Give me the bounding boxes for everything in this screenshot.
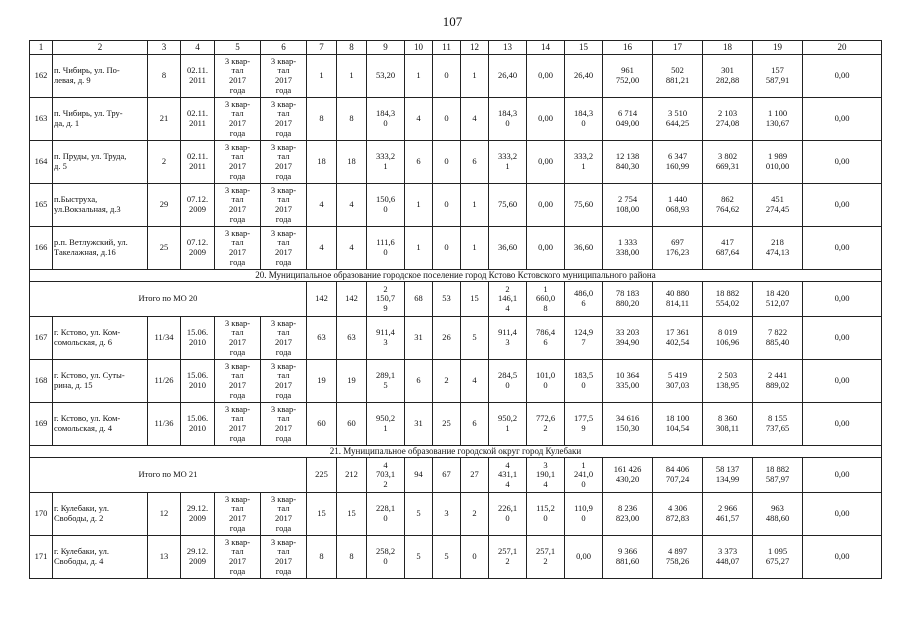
table-cell: 111,6 0 — [367, 227, 405, 270]
table-cell: 0,00 — [803, 458, 882, 493]
total-label: Итого по МО 21 — [30, 458, 307, 493]
table-cell: 225 — [307, 458, 337, 493]
column-header: 19 — [753, 41, 803, 55]
table-cell: 124,9 7 — [565, 317, 603, 360]
column-header: 7 — [307, 41, 337, 55]
table-cell: 3 квар- тал 2017 года — [261, 536, 307, 579]
table-cell: 8 — [337, 536, 367, 579]
table-row — [30, 317, 882, 360]
table-cell: 15 — [337, 493, 367, 536]
table-cell: 5 — [461, 317, 489, 360]
table-cell: 502 881,21 — [653, 55, 703, 98]
table-cell: 4 — [461, 360, 489, 403]
table-cell: 3 квар- тал 2017 года — [261, 493, 307, 536]
table-cell: 697 176,23 — [653, 227, 703, 270]
table-cell: 1 100 130,67 — [753, 98, 803, 141]
table-cell: 2 754 108,00 — [603, 184, 653, 227]
column-header: 9 — [367, 41, 405, 55]
table-cell: р.п. Ветлужский, ул. Такелажная, д.16 — [53, 227, 148, 270]
table-cell: 3 квар- тал 2017 года — [215, 55, 261, 98]
table-cell: 3 квар- тал 2017 года — [261, 55, 307, 98]
table-cell: 110,9 0 — [565, 493, 603, 536]
table-cell: 17 361 402,54 — [653, 317, 703, 360]
table-cell: 961 752,00 — [603, 55, 653, 98]
table-cell: 1 — [461, 184, 489, 227]
table-cell: 58 137 134,99 — [703, 458, 753, 493]
table-cell: 34 616 150,30 — [603, 403, 653, 446]
table-cell: 36,60 — [489, 227, 527, 270]
table-cell: 19 — [337, 360, 367, 403]
table-cell: 333,2 1 — [367, 141, 405, 184]
table-cell: 168 — [30, 360, 53, 403]
data-table — [29, 40, 882, 579]
table-cell: 63 — [337, 317, 367, 360]
table-cell: 0,00 — [803, 360, 882, 403]
table-cell: 333,2 1 — [565, 141, 603, 184]
table-cell: 3 квар- тал 2017 года — [215, 141, 261, 184]
table-cell: 0 — [433, 141, 461, 184]
table-cell: 21 — [148, 98, 181, 141]
page-number: 107 — [442, 14, 463, 29]
column-header: 13 — [489, 41, 527, 55]
column-header: 1 — [30, 41, 53, 55]
table-cell: 417 687,64 — [703, 227, 753, 270]
table-cell: 0,00 — [527, 141, 565, 184]
header-row — [30, 41, 882, 55]
table-cell: г. Кулебаки, ул. Свободы, д. 2 — [53, 493, 148, 536]
section-row — [30, 446, 882, 458]
table-cell: 212 — [337, 458, 367, 493]
table-cell: 02.11. 2011 — [181, 141, 215, 184]
table-cell: 3 373 448,07 — [703, 536, 753, 579]
table-cell: п.Быструха, ул.Вокзальная, д.3 — [53, 184, 148, 227]
table-cell: п. Пруды, ул. Труда, д. 5 — [53, 141, 148, 184]
table-cell: 0 — [461, 536, 489, 579]
table-cell: 486,0 6 — [565, 282, 603, 317]
table-cell: 1 — [337, 55, 367, 98]
table-cell: 11/36 — [148, 403, 181, 446]
table-row — [30, 141, 882, 184]
table-cell: 2 103 274,08 — [703, 98, 753, 141]
table-cell: 150,6 0 — [367, 184, 405, 227]
table-cell: 165 — [30, 184, 53, 227]
table-cell: 963 488,60 — [753, 493, 803, 536]
table-cell: 1 989 010,00 — [753, 141, 803, 184]
table-cell: 184,3 0 — [367, 98, 405, 141]
table-cell: 0,00 — [803, 493, 882, 536]
table-cell: 164 — [30, 141, 53, 184]
table-cell: 8 — [337, 98, 367, 141]
table-cell: 4 — [307, 184, 337, 227]
table-cell: 3 квар- тал 2017 года — [261, 184, 307, 227]
table-cell: 40 880 814,11 — [653, 282, 703, 317]
column-header: 10 — [405, 41, 433, 55]
table-cell: 15.06. 2010 — [181, 360, 215, 403]
column-header: 11 — [433, 41, 461, 55]
column-header: 4 — [181, 41, 215, 55]
table-cell: 862 764,62 — [703, 184, 753, 227]
table-cell: 4 — [337, 184, 367, 227]
table-cell: 25 — [148, 227, 181, 270]
table-cell: 5 — [405, 493, 433, 536]
table-cell: 166 — [30, 227, 53, 270]
table-cell: 60 — [307, 403, 337, 446]
table-cell: 26 — [433, 317, 461, 360]
table-cell: 07.12. 2009 — [181, 184, 215, 227]
table-cell: 67 — [433, 458, 461, 493]
table-cell: 257,1 2 — [527, 536, 565, 579]
total-row — [30, 458, 882, 493]
table-cell: 18 — [307, 141, 337, 184]
table-cell: 27 — [461, 458, 489, 493]
table-cell: 0,00 — [527, 55, 565, 98]
table-cell: 3 квар- тал 2017 года — [215, 360, 261, 403]
table-cell: 07.12. 2009 — [181, 227, 215, 270]
table-cell: 183,5 0 — [565, 360, 603, 403]
table-cell: 4 306 872,83 — [653, 493, 703, 536]
table-cell: 142 — [307, 282, 337, 317]
table-cell: 228,1 0 — [367, 493, 405, 536]
table-row — [30, 493, 882, 536]
table-cell: 3 квар- тал 2017 года — [215, 184, 261, 227]
table-cell: 26,40 — [489, 55, 527, 98]
table-cell: 170 — [30, 493, 53, 536]
table-cell: 0 — [433, 55, 461, 98]
table-cell: 15 — [307, 493, 337, 536]
section-title: 20. Муниципальное образование городское поселение город Кстово Кстовского муниципального района — [30, 270, 882, 282]
table-cell: 78 183 880,20 — [603, 282, 653, 317]
table-cell: 3 802 669,31 — [703, 141, 753, 184]
table-cell: 163 — [30, 98, 53, 141]
table-cell: 8 — [307, 536, 337, 579]
table-cell: 18 100 104,54 — [653, 403, 703, 446]
table-cell: 1 — [461, 55, 489, 98]
table-cell: 911,4 3 — [489, 317, 527, 360]
column-header: 17 — [653, 41, 703, 55]
column-header: 15 — [565, 41, 603, 55]
table-cell: 1 660,0 8 — [527, 282, 565, 317]
table-cell: 2 150,7 9 — [367, 282, 405, 317]
table-cell: 4 — [405, 98, 433, 141]
table-cell: 950,2 1 — [489, 403, 527, 446]
table-cell: 5 419 307,03 — [653, 360, 703, 403]
table-cell: 68 — [405, 282, 433, 317]
table-cell: 29.12. 2009 — [181, 493, 215, 536]
table-cell: 31 — [405, 403, 433, 446]
table-cell: 75,60 — [565, 184, 603, 227]
column-header: 20 — [803, 41, 882, 55]
table-cell: 3 квар- тал 2017 года — [261, 360, 307, 403]
table-cell: 4 703,1 2 — [367, 458, 405, 493]
table-cell: 2 — [461, 493, 489, 536]
table-cell: 8 — [307, 98, 337, 141]
table-cell: п. Чибирь, ул. По- левая, д. 9 — [53, 55, 148, 98]
table-cell: г. Кстово, ул. Ком- сомольская, д. 6 — [53, 317, 148, 360]
table-cell: 6 — [461, 403, 489, 446]
table-cell: 162 — [30, 55, 53, 98]
table-cell: 0,00 — [803, 403, 882, 446]
table-cell: 75,60 — [489, 184, 527, 227]
table-row — [30, 227, 882, 270]
table-cell: 4 897 758,26 — [653, 536, 703, 579]
table-cell: 2 — [433, 360, 461, 403]
table-cell: 2 146,1 4 — [489, 282, 527, 317]
table-cell: 1 095 675,27 — [753, 536, 803, 579]
table-cell: 4 431,1 4 — [489, 458, 527, 493]
table-cell: 115,2 0 — [527, 493, 565, 536]
table-cell: 8 155 737,65 — [753, 403, 803, 446]
table-cell: 0,00 — [527, 227, 565, 270]
table-cell: 8 — [148, 55, 181, 98]
table-cell: 3 квар- тал 2017 года — [215, 403, 261, 446]
table-cell: 25 — [433, 403, 461, 446]
table-cell: 13 — [148, 536, 181, 579]
table-cell: 772,6 2 — [527, 403, 565, 446]
table-cell: 7 822 885,40 — [753, 317, 803, 360]
table-cell: 26,40 — [565, 55, 603, 98]
table-cell: 177,5 9 — [565, 403, 603, 446]
section-title: 21. Муниципальное образование городской округ город Кулебаки — [30, 446, 882, 458]
table-cell: 1 440 068,93 — [653, 184, 703, 227]
table-cell: 169 — [30, 403, 53, 446]
table-row — [30, 98, 882, 141]
table-cell: 18 — [337, 141, 367, 184]
table-cell: 3 квар- тал 2017 года — [261, 317, 307, 360]
section-row — [30, 270, 882, 282]
table-cell: п. Чибирь, ул. Тру- да, д. 1 — [53, 98, 148, 141]
table-cell: 911,4 3 — [367, 317, 405, 360]
table-cell: 0,00 — [803, 141, 882, 184]
table-cell: 161 426 430,20 — [603, 458, 653, 493]
table-cell: 171 — [30, 536, 53, 579]
table-cell: 94 — [405, 458, 433, 493]
table-cell: 6 — [405, 141, 433, 184]
table-cell: 167 — [30, 317, 53, 360]
table-cell: 1 333 338,00 — [603, 227, 653, 270]
table-cell: 5 — [405, 536, 433, 579]
table-cell: 950,2 1 — [367, 403, 405, 446]
table-cell: 1 — [461, 227, 489, 270]
table-cell: 0,00 — [803, 282, 882, 317]
table-cell: 0,00 — [803, 98, 882, 141]
table-cell: 18 420 512,07 — [753, 282, 803, 317]
column-header: 18 — [703, 41, 753, 55]
column-header: 5 — [215, 41, 261, 55]
table-cell: 6 347 160,99 — [653, 141, 703, 184]
table-cell: 18 882 587,97 — [753, 458, 803, 493]
table-cell: 6 — [405, 360, 433, 403]
table-cell: 6 714 049,00 — [603, 98, 653, 141]
table-cell: 6 — [461, 141, 489, 184]
table-cell: 0,00 — [803, 227, 882, 270]
table-cell: 12 138 840,30 — [603, 141, 653, 184]
table-row — [30, 55, 882, 98]
table-cell: 1 — [405, 184, 433, 227]
table-cell: 3 квар- тал 2017 года — [261, 141, 307, 184]
table-cell: 4 — [337, 227, 367, 270]
table-cell: 0,00 — [803, 55, 882, 98]
table-cell: 0 — [433, 184, 461, 227]
column-header: 12 — [461, 41, 489, 55]
table-cell: 84 406 707,24 — [653, 458, 703, 493]
table-cell: 63 — [307, 317, 337, 360]
table-cell: 18 882 554,02 — [703, 282, 753, 317]
table-cell: 19 — [307, 360, 337, 403]
table-cell: 15.06. 2010 — [181, 317, 215, 360]
table-cell: 29.12. 2009 — [181, 536, 215, 579]
column-header: 8 — [337, 41, 367, 55]
table-cell: 284,5 0 — [489, 360, 527, 403]
table-cell: 786,4 6 — [527, 317, 565, 360]
table-cell: 3 квар- тал 2017 года — [215, 493, 261, 536]
table-cell: 11/34 — [148, 317, 181, 360]
table-cell: 101,0 0 — [527, 360, 565, 403]
table-cell: г. Кстово, ул. Суты- рина, д. 15 — [53, 360, 148, 403]
table-cell: 2 441 889,02 — [753, 360, 803, 403]
table-cell: 60 — [337, 403, 367, 446]
table-cell: 0,00 — [565, 536, 603, 579]
table-cell: 15 — [461, 282, 489, 317]
table-cell: 0,00 — [803, 536, 882, 579]
total-row — [30, 282, 882, 317]
column-header: 3 — [148, 41, 181, 55]
table-cell: 257,1 2 — [489, 536, 527, 579]
table-cell: 31 — [405, 317, 433, 360]
column-header: 6 — [261, 41, 307, 55]
table-cell: 3 квар- тал 2017 года — [215, 536, 261, 579]
table-cell: 226,1 0 — [489, 493, 527, 536]
table-cell: 3 510 644,25 — [653, 98, 703, 141]
table-cell: 289,1 5 — [367, 360, 405, 403]
table-cell: 451 274,45 — [753, 184, 803, 227]
table-cell: 1 — [405, 55, 433, 98]
table-cell: 3 190,1 4 — [527, 458, 565, 493]
table-row — [30, 403, 882, 446]
table-cell: 184,3 0 — [489, 98, 527, 141]
table-cell: 3 квар- тал 2017 года — [215, 317, 261, 360]
table-cell: 02.11. 2011 — [181, 55, 215, 98]
column-header: 16 — [603, 41, 653, 55]
table-cell: 1 241,0 0 — [565, 458, 603, 493]
table-cell: 0 — [433, 227, 461, 270]
table-cell: 3 — [433, 493, 461, 536]
table-cell: 4 — [461, 98, 489, 141]
table-cell: 0 — [433, 98, 461, 141]
table-cell: г. Кулебаки, ул. Свободы, д. 4 — [53, 536, 148, 579]
table-cell: 12 — [148, 493, 181, 536]
table-cell: 1 — [405, 227, 433, 270]
table-cell: 218 474,13 — [753, 227, 803, 270]
table-cell: 0,00 — [527, 98, 565, 141]
table-cell: 3 квар- тал 2017 года — [215, 227, 261, 270]
table-cell: 3 квар- тал 2017 года — [261, 98, 307, 141]
table-cell: 53 — [433, 282, 461, 317]
table-cell: 2 503 138,95 — [703, 360, 753, 403]
table-cell: 02.11. 2011 — [181, 98, 215, 141]
table-cell: 2 966 461,57 — [703, 493, 753, 536]
table-cell: 2 — [148, 141, 181, 184]
table-cell: 8 236 823,00 — [603, 493, 653, 536]
table-cell: 4 — [307, 227, 337, 270]
table-cell: 0,00 — [803, 317, 882, 360]
table-row — [30, 360, 882, 403]
table-cell: 142 — [337, 282, 367, 317]
table-cell: 8 360 308,11 — [703, 403, 753, 446]
total-label: Итого по МО 20 — [30, 282, 307, 317]
table-cell: 1 — [307, 55, 337, 98]
column-header: 14 — [527, 41, 565, 55]
table-cell: 258,2 0 — [367, 536, 405, 579]
table-row — [30, 184, 882, 227]
table-cell: 53,20 — [367, 55, 405, 98]
table-cell: 15.06. 2010 — [181, 403, 215, 446]
table-cell: 11/26 — [148, 360, 181, 403]
table-cell: 9 366 881,60 — [603, 536, 653, 579]
table-cell: 5 — [433, 536, 461, 579]
table-cell: г. Кстово, ул. Ком- сомольская, д. 4 — [53, 403, 148, 446]
table-cell: 184,3 0 — [565, 98, 603, 141]
table-cell: 3 квар- тал 2017 года — [261, 403, 307, 446]
table-cell: 301 282,88 — [703, 55, 753, 98]
column-header: 2 — [53, 41, 148, 55]
table-cell: 29 — [148, 184, 181, 227]
table-cell: 0,00 — [803, 184, 882, 227]
table-cell: 3 квар- тал 2017 года — [261, 227, 307, 270]
table-cell: 8 019 106,96 — [703, 317, 753, 360]
table-row — [30, 536, 882, 579]
table-cell: 3 квар- тал 2017 года — [215, 98, 261, 141]
table-cell: 33 203 394,90 — [603, 317, 653, 360]
table-cell: 157 587,91 — [753, 55, 803, 98]
table-cell: 36,60 — [565, 227, 603, 270]
table-cell: 0,00 — [527, 184, 565, 227]
table-cell: 333,2 1 — [489, 141, 527, 184]
table-cell: 10 364 335,00 — [603, 360, 653, 403]
